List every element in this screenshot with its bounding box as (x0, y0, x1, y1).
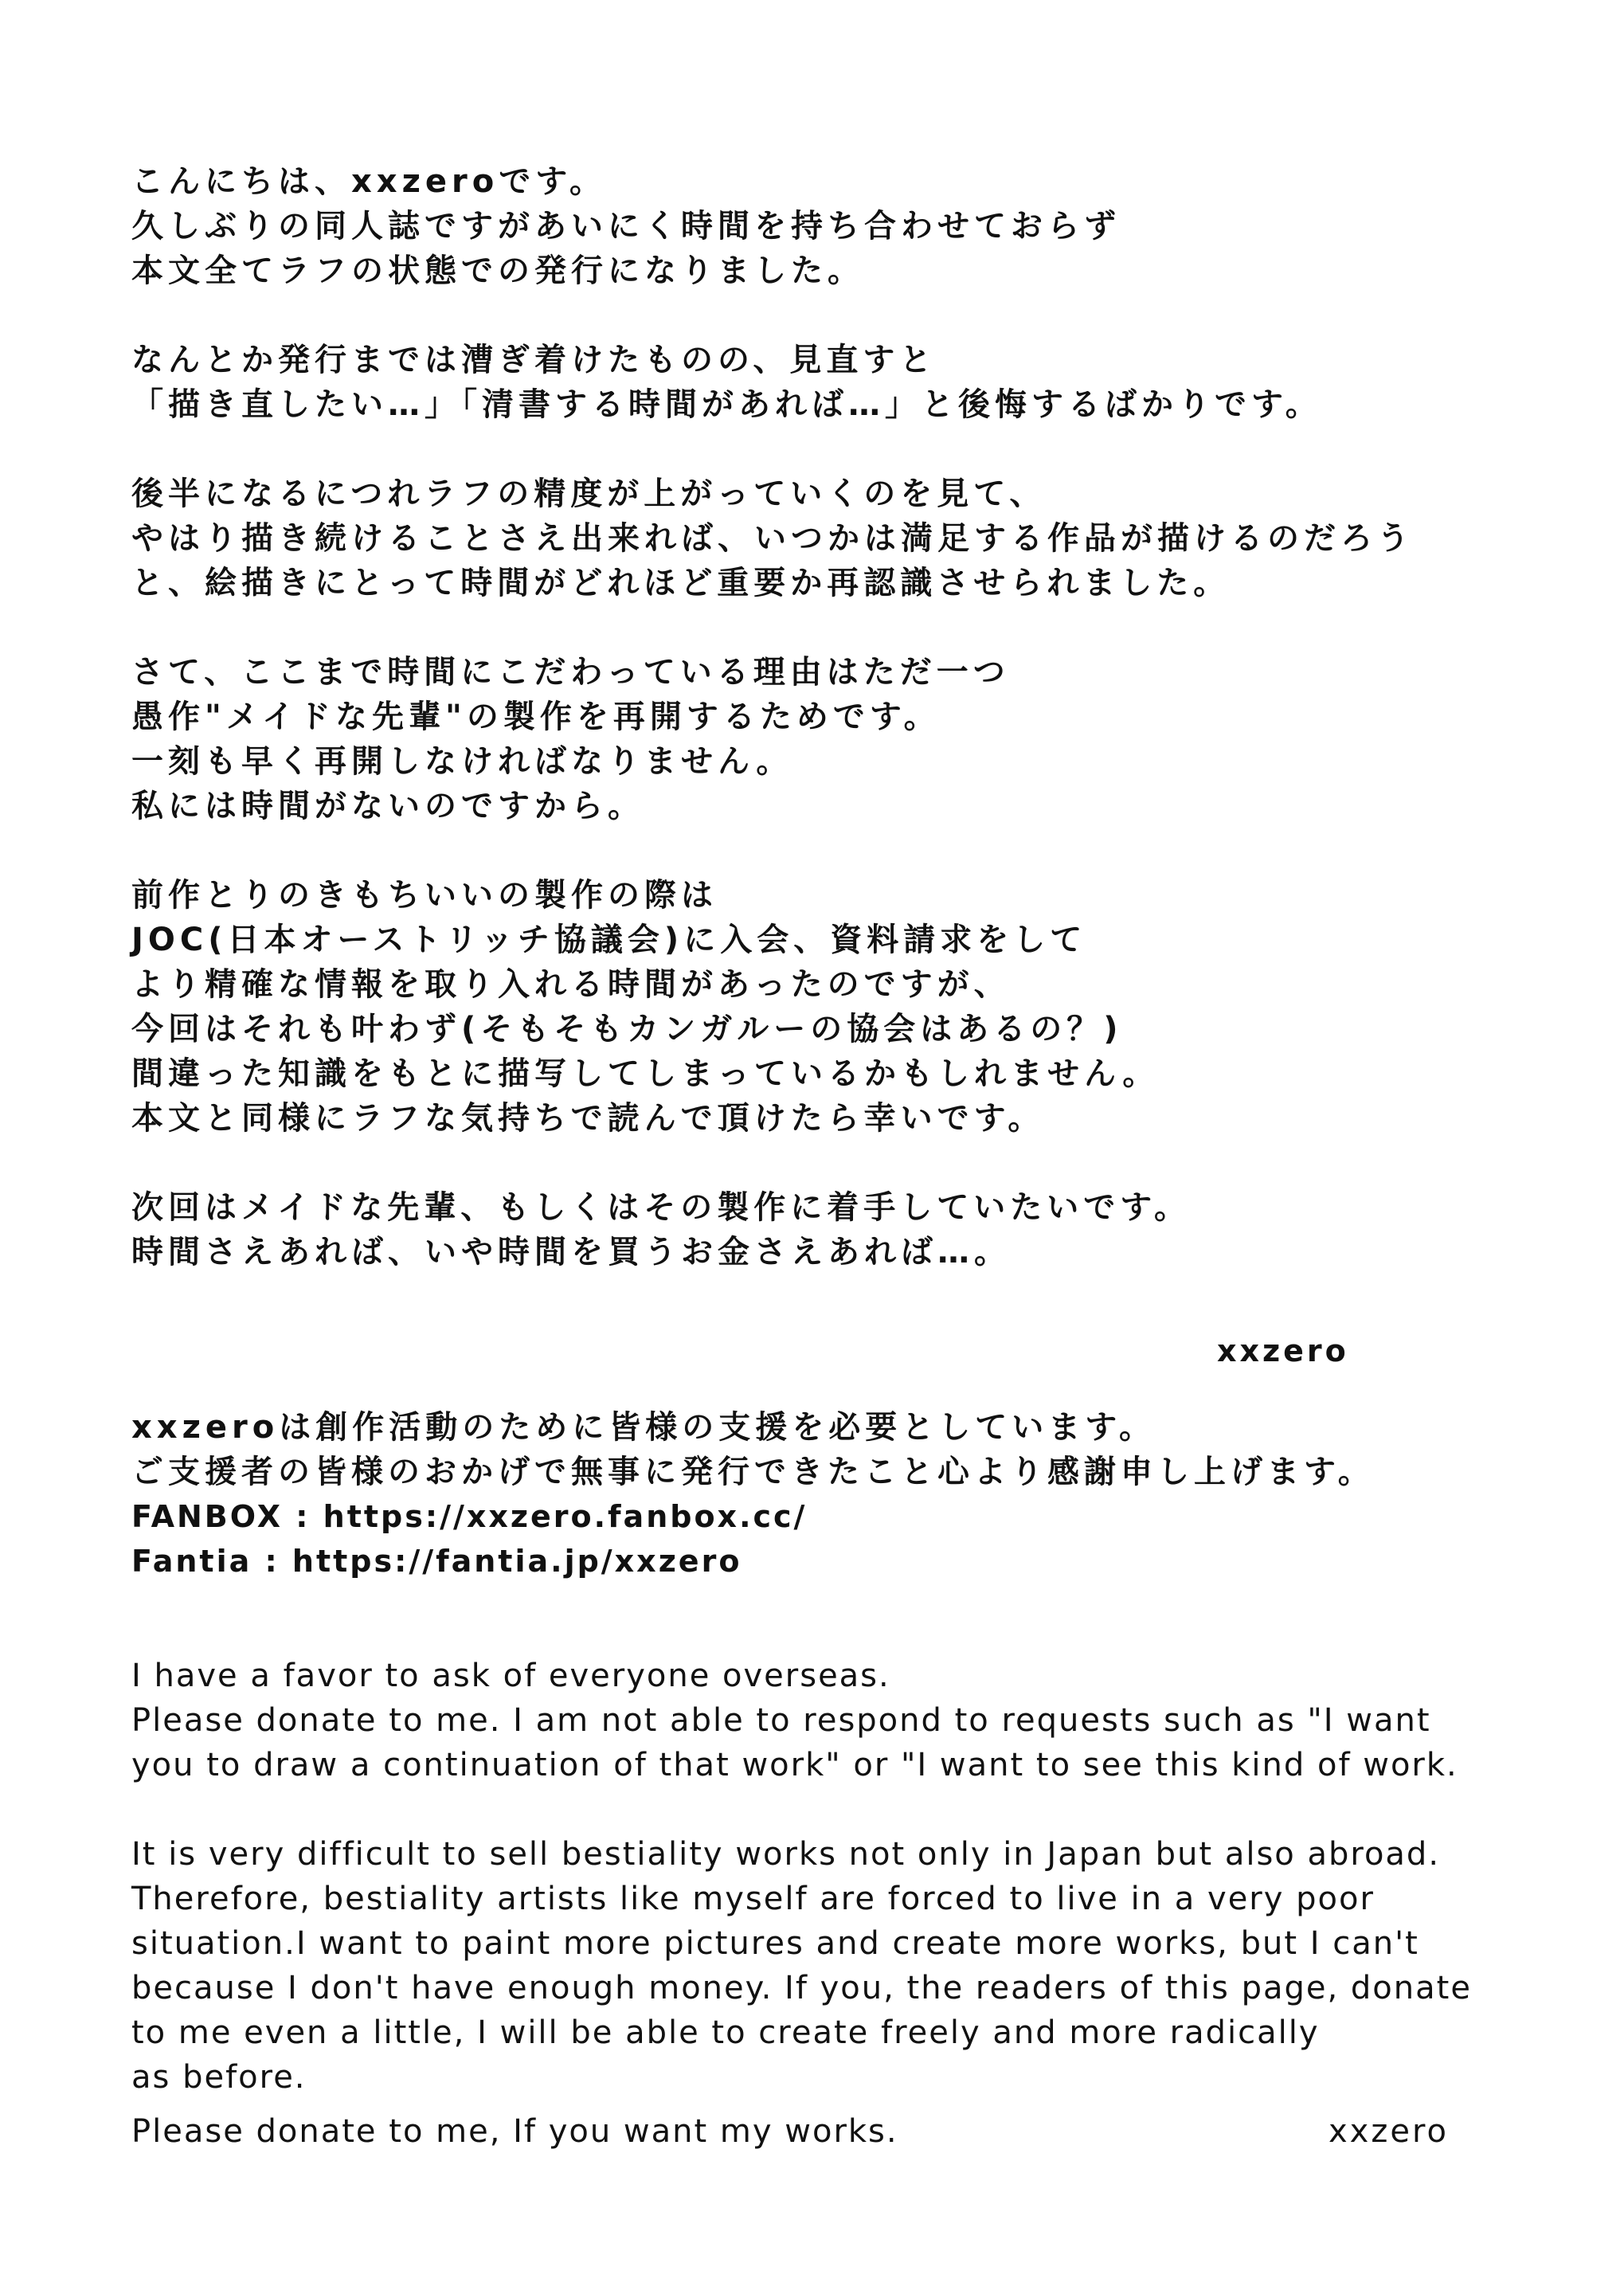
en-signature: xxzero (1329, 2113, 1449, 2150)
text-line: Therefore, bestiality artists like myself are forced to live in a very poor (131, 1881, 1375, 1917)
text-line: 「描き直したい…」「清書する時間があれば…」と後悔するばかりです。 (131, 386, 1322, 423)
text-line: 時間さえあれば、いや時間を買うお金さえあれば…。 (131, 1234, 1011, 1270)
text-line: 本文全てラフの状態での発行になりました。 (131, 252, 864, 289)
en-paragraph-request (131, 1654, 1458, 1787)
text-line: 私には時間がないのですから。 (131, 788, 644, 824)
text-line: to me even a little, I will be able to create freely and more radically (131, 2014, 1320, 2051)
jp-paragraph-previous-work (131, 873, 1159, 1141)
jp-paragraph-reason (131, 650, 1010, 828)
jp-paragraph-next (131, 1185, 1191, 1274)
text-line: 次回はメイドな先輩、もしくはその製作に着手していたいです。 (131, 1189, 1191, 1226)
text-line: xxzeroは創作活動のために皆様の支援を必要としています。 (131, 1409, 1156, 1446)
fantia-link: Fantia : https://fantia.jp/xxzero (131, 1544, 742, 1579)
text-line: と、絵描きにとって時間がどれほど重要か再認識させられました。 (131, 565, 1231, 601)
text-line: Please donate to me. I am not able to respond to requests such as "I want (131, 1702, 1431, 1739)
text-line: 久しぶりの同人誌ですがあいにく時間を持ち合わせておらず (131, 208, 1121, 245)
text-line: JOC(日本オーストリッチ協議会)に入会、資料請求をして (131, 922, 1087, 958)
text-line: because I don't have enough money. If you, the readers of this page, donate (131, 1970, 1472, 2006)
text-line: やはり描き続けることさえ出来れば、いつかは満足する作品が描けるのだろう (131, 520, 1414, 557)
text-line: I have a favor to ask of everyone overseas. (131, 1658, 890, 1694)
text-line: as before. (131, 2059, 307, 2096)
support-links (131, 1494, 807, 1583)
text-line: 後半になるにつれラフの精度が上がっていくのを見て、 (131, 476, 1047, 512)
text-line: 本文と同様にラフな気持ちで読んで頂けたら幸いです。 (131, 1100, 1045, 1137)
text-line: situation.I want to paint more pictures and create more works, but I can't (131, 1925, 1419, 1962)
fanbox-link: FANBOX : https://xxzero.fanbox.cc/ (131, 1499, 808, 1534)
text-line: 一刻も早く再開しなければなりません。 (131, 743, 793, 780)
text-line: より精確な情報を取り入れる時間があったのですが、 (131, 966, 1011, 1003)
jp-signature: xxzero (1217, 1333, 1349, 1368)
text-line: さて、ここまで時間にこだわっている理由はただ一つ (131, 654, 1010, 691)
en-paragraph-situation (131, 1832, 1472, 2100)
jp-paragraph-greeting (131, 159, 1121, 293)
text-line: ご支援者の皆様のおかげで無事に発行できたこと心より感謝申し上げます。 (131, 1454, 1375, 1490)
jp-support-message (131, 1405, 1375, 1494)
text-line: 今回はそれも叶わず(そもそもカンガルーの協会はあるの？) (131, 1011, 1123, 1047)
en-closing: Please donate to me, If you want my works. (131, 2113, 898, 2150)
text-line: 前作とりのきもちいいの製作の際は (131, 877, 718, 914)
text-line: 愚作"メイドな先輩"の製作を再開するためです。 (131, 699, 941, 735)
text-line: なんとか発行までは漕ぎ着けたものの、見直すと (131, 342, 937, 378)
jp-paragraph-regret (131, 338, 1322, 427)
text-line: It is very difficult to sell bestiality works not only in Japan but also abroad. (131, 1836, 1441, 1873)
text-line: you to draw a continuation of that work" or "I want to see this kind of work. (131, 1747, 1458, 1783)
text-line: こんにちは、xxzeroです。 (131, 163, 607, 200)
jp-paragraph-time (131, 472, 1414, 605)
text-line: 間違った知識をもとに描写してしまっているかもしれません。 (131, 1055, 1160, 1092)
